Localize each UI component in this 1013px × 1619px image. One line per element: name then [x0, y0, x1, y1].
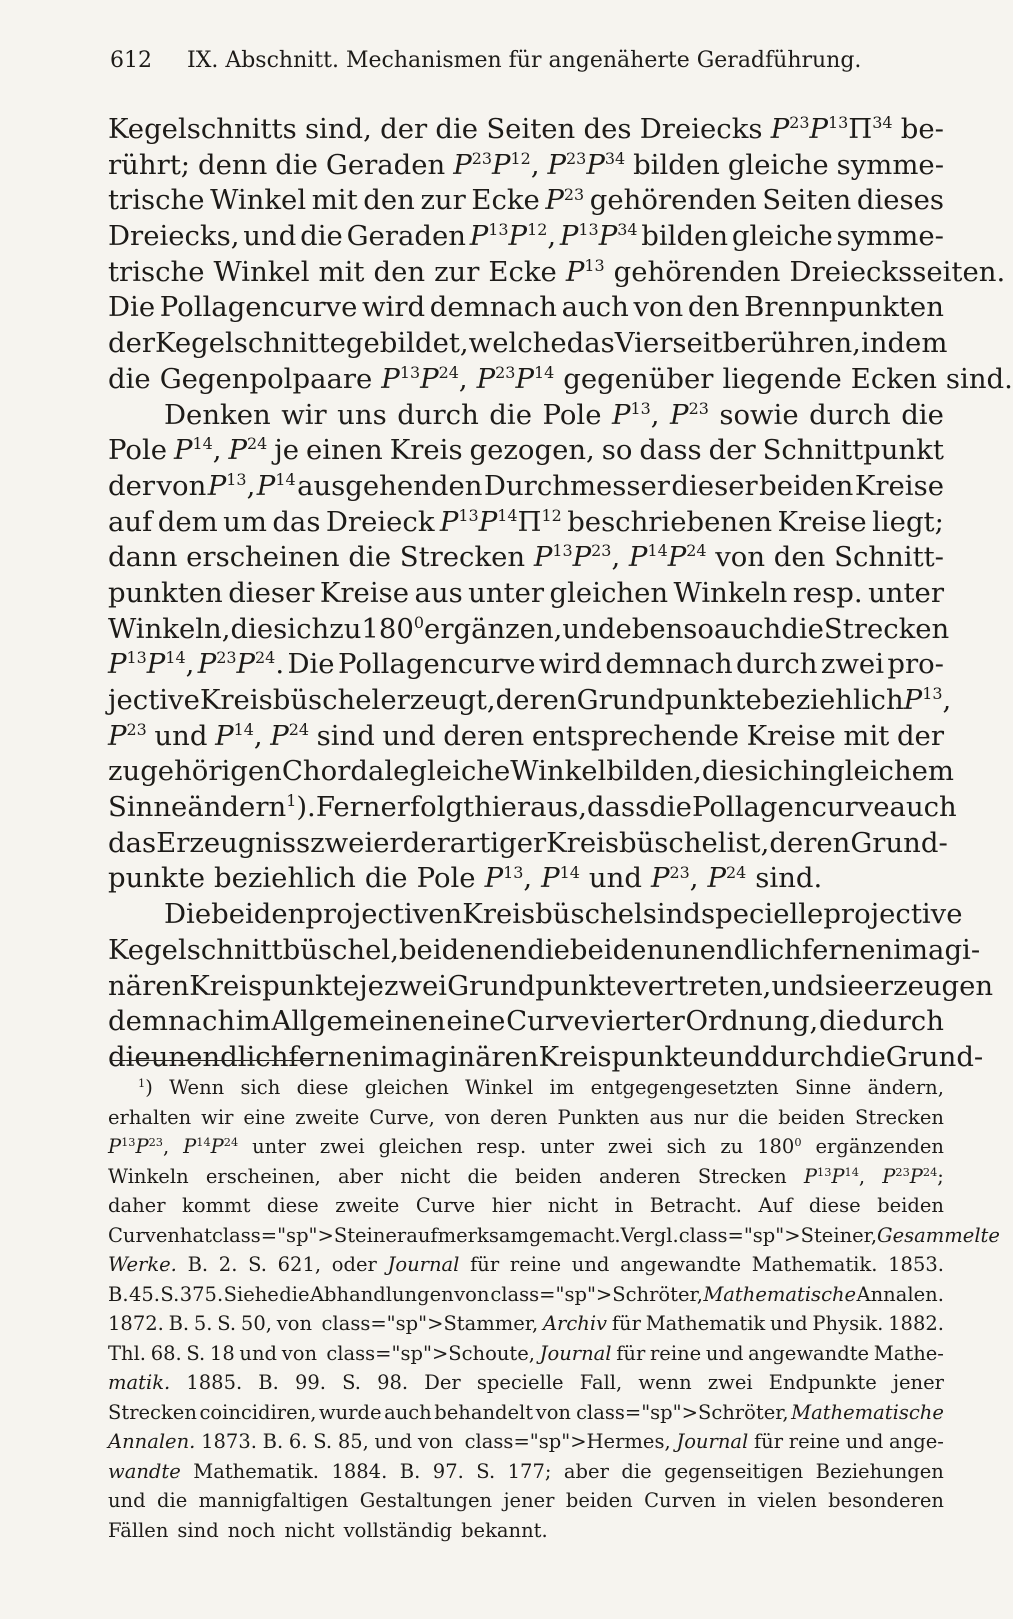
text-line: punkte beziehlich die Pole $P^{13}$, $P^{14}$ und $P^{23}$, $P^{24}$ sind.: [108, 862, 823, 895]
footnote-line: Curven hat class="sp">Steiner aufmerksam gemacht. Vergl. class="sp">Steiner, Gesammelte: [108, 1223, 1000, 1247]
text-line: der Kegelschnitte gebildet, welche das Vierseit berühren, in dem: [108, 327, 948, 360]
footnote-line: B. 45. S. 375. Siehe die Abhandlungen von class="sp">Schröter, Mathematische Annalen.: [108, 1282, 944, 1306]
footnote-line: Strecken coincidiren, wurde auch behandelt von class="sp">Schröter, Mathematische: [108, 1400, 944, 1424]
text-line: $P^{23}$ und $P^{14}$, $P^{24}$ sind und deren entsprechende Kreise mit der: [108, 719, 944, 752]
text-line: das Erzeugniss zweier derartiger Kreisbüschel ist, deren Grund-: [108, 826, 948, 859]
footnote-line: Winkeln erscheinen, aber nicht die beiden anderen Strecken $P^{13}P^{14}$, $P^{23}P^{24}$;: [108, 1164, 944, 1188]
running-title: IX. Abschnitt. Mechanismen für angenäherte Geradführung.: [187, 48, 862, 73]
text-line: punkten dieser Kreise aus unter gleichen Winkeln resp. unter: [108, 576, 944, 609]
footnote-line: Annalen. 1873. B. 6. S. 85, und von class="sp">Hermes, Journal für reine und ange-: [108, 1430, 944, 1453]
text-line: Sinne ändern$^1$). Ferner folgt hieraus, dass die Pollagencurve auch: [108, 791, 957, 824]
text-line: die unendlich fernen imaginären Kreispunkte und durch die Grund-: [108, 1040, 984, 1073]
text-line: $P^{13}P^{14}$, $P^{23}P^{24}$. Die Pollagencurve wird demnach durch zwei pro-: [108, 648, 944, 681]
footnote-line: wandte Mathematik. 1884. B. 97. S. 177; aber die gegenseitigen Beziehungen: [108, 1459, 944, 1483]
footnote: [108, 1073, 1000, 1545]
footnote-line: Fällen sind noch nicht vollständig bekannt.: [108, 1518, 548, 1542]
footnote-line: Thl. 68. S. 18 und von class="sp">Schoute, Journal für reine und angewandte Mathe-: [108, 1341, 944, 1365]
text-line: rührt; denn die Geraden $P^{23}P^{12}$, $P^{23}P^{34}$ bilden gleiche symme-: [108, 148, 944, 181]
page-number: 612: [110, 48, 152, 73]
text-line: trische Winkel mit den zur Ecke $P^{23}$ gehörenden Seiten dieses: [108, 184, 944, 217]
text-line: Dreiecks, und die Geraden $P^{13}P^{12}$, $P^{13}P^{34}$ bilden gleiche symme-: [108, 220, 944, 253]
footnote-line: $^1$) Wenn sich diese gleichen Winkel im entgegengesetzten Sinne ändern,: [138, 1076, 944, 1099]
text-line: zugehörigen Chordale gleiche Winkel bilden, die sich in gleichem: [108, 755, 955, 788]
text-line: Kegelschnitts sind, der die Seiten des Dreiecks $P^{23}P^{13}\Pi^{34}$ be-: [108, 113, 944, 145]
running-header: [110, 48, 862, 73]
footnote-line: matik. 1885. B. 99. S. 98. Der specielle Fall, wenn zwei Endpunkte jener: [108, 1371, 944, 1394]
main-text: [108, 112, 1013, 1076]
text-line: Winkeln, die sich zu $180^0$ ergänzen, und ebenso auch die Strecken: [108, 612, 950, 645]
text-line: auf dem um das Dreieck $P^{13}P^{14}\Pi^{12}$ beschriebenen Kreise liegt;: [108, 505, 944, 538]
text-line: Kegelschnittbüschel, bei denen die beiden unendlich fernen imagi-: [108, 933, 981, 966]
text-line: Die beiden projectiven Kreisbüschel sind specielle projective: [164, 898, 963, 931]
footnote-line: erhalten wir eine zweite Curve, von deren Punkten aus nur die beiden Strecken: [108, 1105, 944, 1129]
footnote-line: und die mannigfaltigen Gestaltungen jener beiden Curven in vielen besonderen: [108, 1489, 944, 1512]
text-line: dann erscheinen die Strecken $P^{13}P^{23}$, $P^{14}P^{24}$ von den Schnitt-: [108, 541, 944, 574]
text-line: jective Kreisbüschel erzeugt, deren Grundpunkte beziehlich $P^{13}$,: [108, 684, 952, 716]
text-line: Pole $P^{14}$, $P^{24}$ je einen Kreis gezogen, so dass der Schnittpunkt: [108, 434, 944, 467]
footnote-line: Werke. B. 2. S. 621, oder Journal für reine und angewandte Mathematik. 1853.: [108, 1253, 944, 1276]
footnote-line: 1872. B. 5. S. 50, von class="sp">Stammer, Archiv für Mathematik und Physik. 1882.: [108, 1312, 944, 1335]
text-line: Denken wir uns durch die Pole $P^{13}$, $P^{23}$ sowie durch die: [164, 398, 944, 431]
footnote-separator: [110, 1060, 314, 1061]
text-line: der von $P^{13}$, $P^{14}$ ausgehenden Durchmesser dieser beiden Kreise: [108, 469, 944, 502]
text-line: demnach im Allgemeinen eine Curve vierter Ordnung, die durch: [108, 1005, 944, 1038]
text-line: nären Kreispunkte je zwei Grundpunkte vertreten, und sie erzeugen: [108, 969, 994, 1002]
text-line: Die Pollagencurve wird demnach auch von den Brennpunkten: [108, 291, 944, 324]
footnote-line: daher kommt diese zweite Curve hier nicht in Betracht. Auf diese beiden: [108, 1194, 944, 1217]
footnote-line: $P^{13}P^{23}$, $P^{14}P^{24}$ unter zwei gleichen resp. unter zwei sich zu $180^0$ ergänzenden: [108, 1135, 944, 1158]
text-line: die Gegenpolpaare $P^{13}P^{24}$, $P^{23}P^{14}$ gegenüber liegende Ecken sind.: [108, 362, 1013, 395]
text-line: trische Winkel mit den zur Ecke $P^{13}$ gehörenden Dreiecksseiten.: [108, 255, 1006, 288]
